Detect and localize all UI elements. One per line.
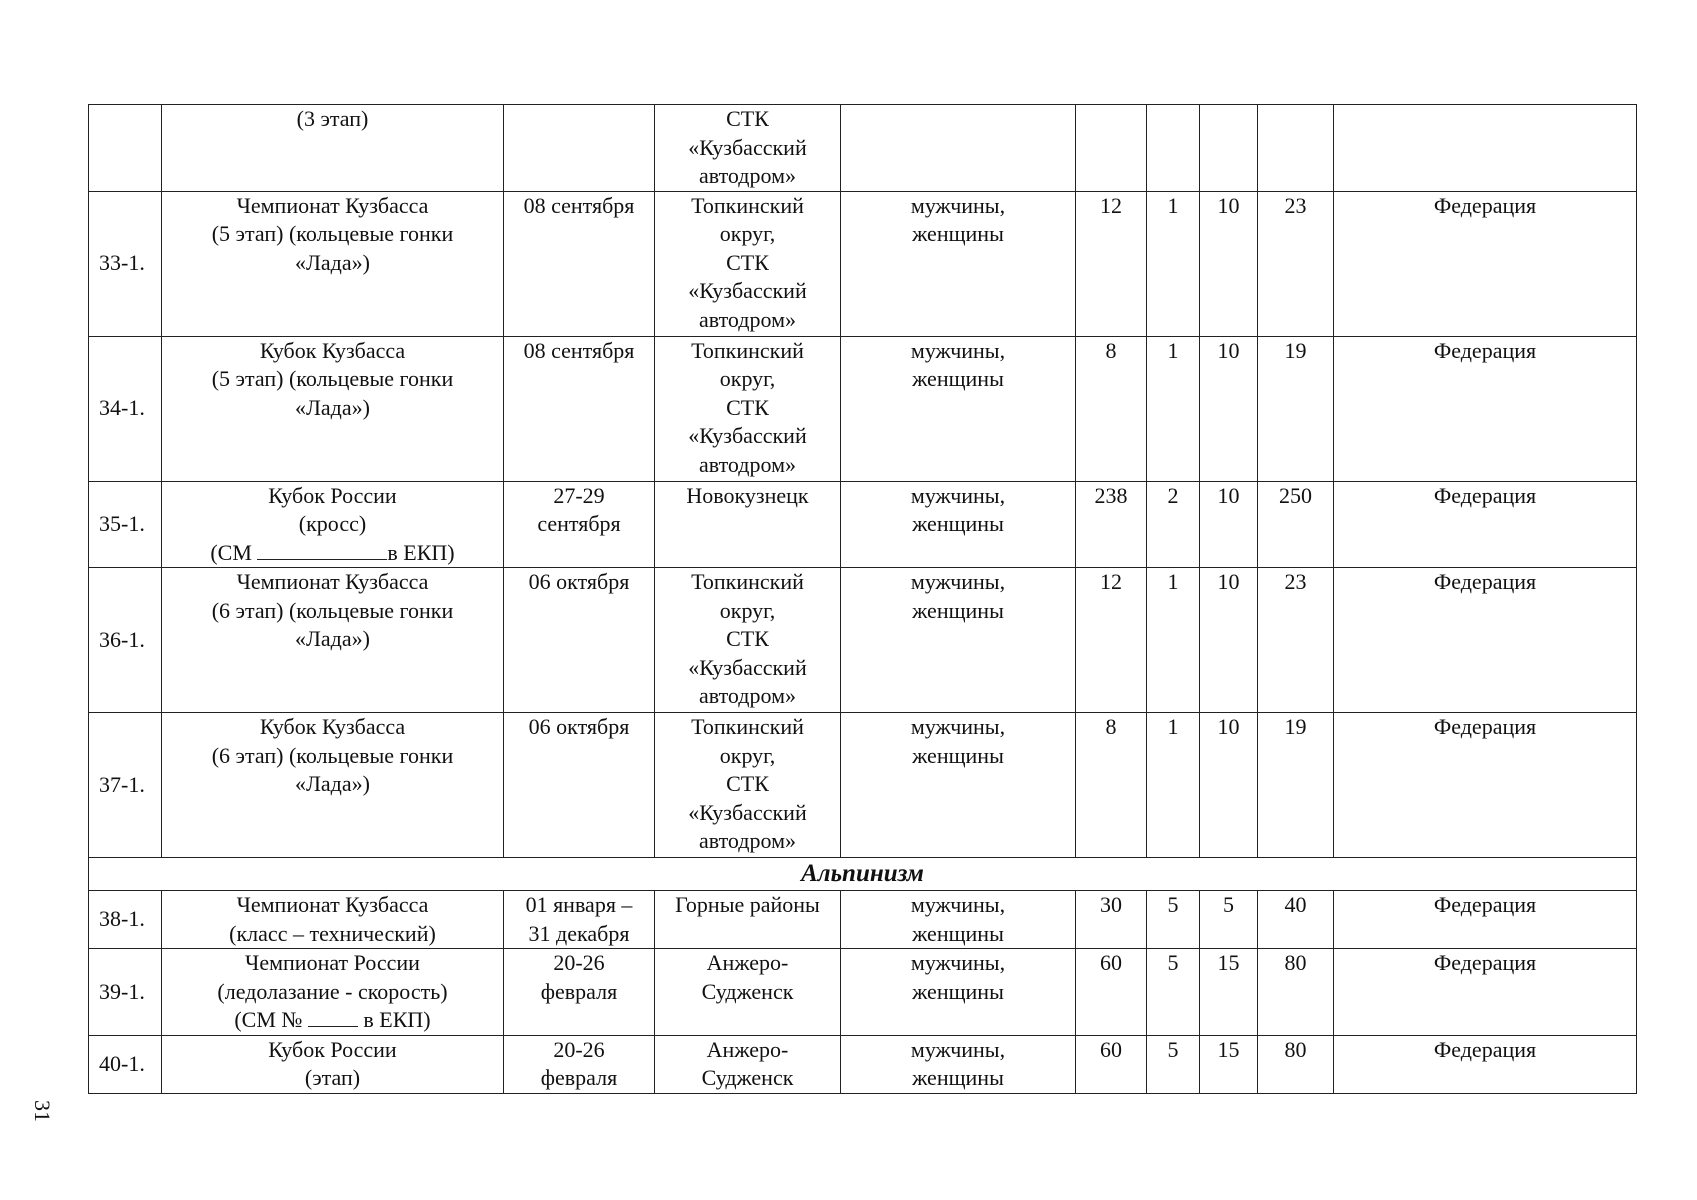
count-c3: 15 [1200,949,1258,1036]
count-c3: 10 [1200,481,1258,568]
event-name [162,568,504,713]
row-number: 34-1. [89,336,162,481]
cell-line: (этап) [304,1065,361,1090]
event-place [655,1035,841,1093]
section-header-row [89,858,1637,891]
row-number: 38-1. [89,891,162,949]
participants [841,105,1076,192]
cell-line: Топкинский [691,569,804,594]
table-row [89,949,1637,1036]
cell-line: Чемпионат Кузбасса [236,569,429,594]
event-place [655,191,841,336]
cell-line: округ, [719,221,776,246]
count-c4: 40 [1258,891,1334,949]
count-c4 [1258,105,1334,192]
count-c1: 12 [1076,191,1147,336]
cell-line: Топкинский [691,192,804,218]
count-c1: 30 [1076,891,1147,949]
event-place [655,105,841,192]
cell-line: Кубок Кузбасса [259,337,406,363]
cell-line: округ, [719,366,776,391]
count-c3: 10 [1200,568,1258,713]
cell-line: «Кузбасский [688,654,807,680]
blank-suffix: в ЕКП) [357,1007,431,1032]
cell-line: «Лада») [295,249,370,275]
organizer: Федерация [1334,1035,1637,1093]
event-name [162,481,504,568]
cell-line: Кубок России [268,482,397,508]
cell-line: 08 сентября [523,192,635,218]
cell-line: (6 этап) (кольцевые гонки [211,597,454,623]
cell-line: мужчины, [910,950,1006,975]
cell-line: «Лада») [295,626,370,651]
cell-line: округ, [719,742,776,768]
count-c2: 5 [1147,1035,1200,1093]
participants [841,713,1076,858]
organizer: Федерация [1334,949,1637,1036]
count-c1: 8 [1076,336,1147,481]
event-place [655,481,841,568]
row-number: 40-1. [89,1035,162,1093]
event-date [504,1035,655,1093]
cell-line: автодром» [699,828,796,853]
count-c2: 5 [1147,949,1200,1036]
count-c2: 1 [1147,336,1200,481]
count-c2: 1 [1147,568,1200,713]
row-number: 33-1. [89,191,162,336]
cell-line: Кубок Кузбасса [259,714,406,739]
cell-line: «Кузбасский [688,134,807,160]
event-name [162,105,504,192]
cell-line: мужчины, [910,482,1006,508]
cell-line: (5 этап) (кольцевые гонки [211,366,454,391]
cell-line: СТК [726,249,769,275]
count-c3: 5 [1200,891,1258,949]
cell-line: автодром» [699,306,796,332]
events-table-body [89,105,1637,1094]
cell-line: (кросс) [298,511,367,536]
cell-line: автодром» [699,683,796,708]
cell-line: 27-29 [553,482,605,508]
cell-line: мужчины, [910,892,1006,917]
cell-line: женщины [912,597,1004,623]
count-c2: 1 [1147,713,1200,858]
cell-line: 06 октября [528,569,630,594]
cell-line: мужчины, [910,569,1006,594]
table-row [89,105,1637,192]
count-c1: 60 [1076,1035,1147,1093]
cell-line: Чемпионат России [245,950,420,975]
count-c1 [1076,105,1147,192]
cell-line: Топкинский [691,337,804,363]
row-number: 36-1. [89,568,162,713]
cell-line: женщины [912,978,1004,1004]
row-number [89,105,162,192]
table-row [89,891,1637,949]
count-c2 [1147,105,1200,192]
count-c2: 5 [1147,891,1200,949]
event-date [504,105,655,192]
row-number: 39-1. [89,949,162,1036]
participants [841,949,1076,1036]
event-name [162,949,504,1036]
organizer: Федерация [1334,336,1637,481]
cell-line: СТК [726,394,769,420]
count-c4: 250 [1258,481,1334,568]
cell-line: женщины [912,366,1004,391]
cell-line: Анжеро- [706,950,789,975]
count-c1: 8 [1076,713,1147,858]
cell-line: 01 января – [525,892,633,917]
count-c4: 19 [1258,713,1334,858]
cell-line: 20-26 [553,1036,605,1062]
blank-suffix: в ЕКП) [387,539,455,565]
participants [841,481,1076,568]
cell-line: СТК [726,771,769,796]
cell-line: «Кузбасский [688,278,807,303]
participants [841,891,1076,949]
cell-line: Кубок России [268,1036,397,1062]
cell-line: Чемпионат Кузбасса [236,892,429,917]
event-name [162,191,504,336]
participants [841,568,1076,713]
cell-line: «Лада») [295,394,370,420]
count-c3: 15 [1200,1035,1258,1093]
count-c3 [1200,105,1258,192]
cell-line: женщины [912,920,1004,946]
event-name [162,713,504,858]
count-c3: 10 [1200,336,1258,481]
row-number: 35-1. [89,481,162,568]
organizer: Федерация [1334,481,1637,568]
cell-line: женщины [912,742,1004,768]
count-c4: 23 [1258,568,1334,713]
cell-line: женщины [912,221,1004,246]
blank-prefix: (СМ № [234,1007,308,1032]
cell-line: мужчины, [910,192,1006,218]
event-place [655,336,841,481]
events-table-container [88,104,1636,1094]
cell-line: мужчины, [910,714,1006,739]
cell-line: «Кузбасский [688,423,807,448]
table-row [89,191,1637,336]
organizer: Федерация [1334,891,1637,949]
cell-line: 08 сентября [523,337,635,363]
event-date [504,481,655,568]
table-row [89,568,1637,713]
event-date [504,191,655,336]
cell-line: Судженск [701,978,794,1004]
cell-line: Чемпионат Кузбасса [236,192,429,218]
cell-line: «Кузбасский [688,799,807,825]
participants [841,336,1076,481]
cell-line: округ, [719,597,776,623]
count-c3: 10 [1200,713,1258,858]
event-name [162,1035,504,1093]
organizer [1334,105,1637,192]
cell-line: «Лада») [295,771,370,796]
table-row [89,713,1637,858]
cell-line: мужчины, [910,337,1006,363]
count-c2: 2 [1147,481,1200,568]
table-row [89,1035,1637,1093]
cell-line: автодром» [699,451,796,477]
participants [841,191,1076,336]
events-table [88,104,1637,1094]
section-title: Альпинизм [89,858,1637,891]
event-place [655,713,841,858]
cell-line: Анжеро- [706,1036,789,1062]
event-date [504,336,655,481]
count-c4: 23 [1258,191,1334,336]
organizer: Федерация [1334,191,1637,336]
count-c1: 12 [1076,568,1147,713]
event-place [655,891,841,949]
cell-line: Горные районы [675,892,820,917]
count-c3: 10 [1200,191,1258,336]
count-c2: 1 [1147,191,1200,336]
cell-line: (ледолазание - скорость) [217,978,448,1004]
cell-line: февраля [540,1065,618,1090]
cell-line: 06 октября [528,714,630,739]
cell-line: автодром» [699,163,796,188]
cell-line: (5 этап) (кольцевые гонки [211,221,454,246]
fill-in-blank [308,1006,358,1027]
page-number: 31 [30,1100,55,1122]
table-row [89,481,1637,568]
event-date [504,568,655,713]
count-c4: 19 [1258,336,1334,481]
event-date [504,949,655,1036]
cell-line: СТК [726,626,769,651]
cell-line: (6 этап) (кольцевые гонки [211,742,454,768]
event-date [504,713,655,858]
row-number: 37-1. [89,713,162,858]
cell-line: Судженск [701,1065,794,1090]
participants [841,1035,1076,1093]
organizer: Федерация [1334,713,1637,858]
blank-prefix: (СМ [210,539,258,565]
cell-line: Новокузнецк [686,482,809,508]
count-c4: 80 [1258,949,1334,1036]
cell-line: Топкинский [691,714,804,739]
cell-line: (класс – технический) [229,920,436,946]
cell-line-with-blank [166,1006,499,1035]
event-place [655,568,841,713]
event-date [504,891,655,949]
fill-in-blank [257,539,387,560]
cell-line: сентября [537,511,621,536]
cell-line: СТК [726,106,769,131]
event-place [655,949,841,1036]
organizer: Федерация [1334,568,1637,713]
count-c4: 80 [1258,1035,1334,1093]
cell-line: женщины [912,511,1004,536]
table-row [89,336,1637,481]
cell-line: февраля [540,978,618,1004]
event-name [162,891,504,949]
count-c1: 238 [1076,481,1147,568]
cell-line: женщины [912,1065,1004,1090]
cell-line: мужчины, [910,1036,1006,1062]
cell-line: 31 декабря [528,920,630,946]
cell-line: (3 этап) [296,106,369,131]
cell-line: 20-26 [553,950,605,975]
cell-line-with-blank [166,539,499,568]
event-name [162,336,504,481]
count-c1: 60 [1076,949,1147,1036]
